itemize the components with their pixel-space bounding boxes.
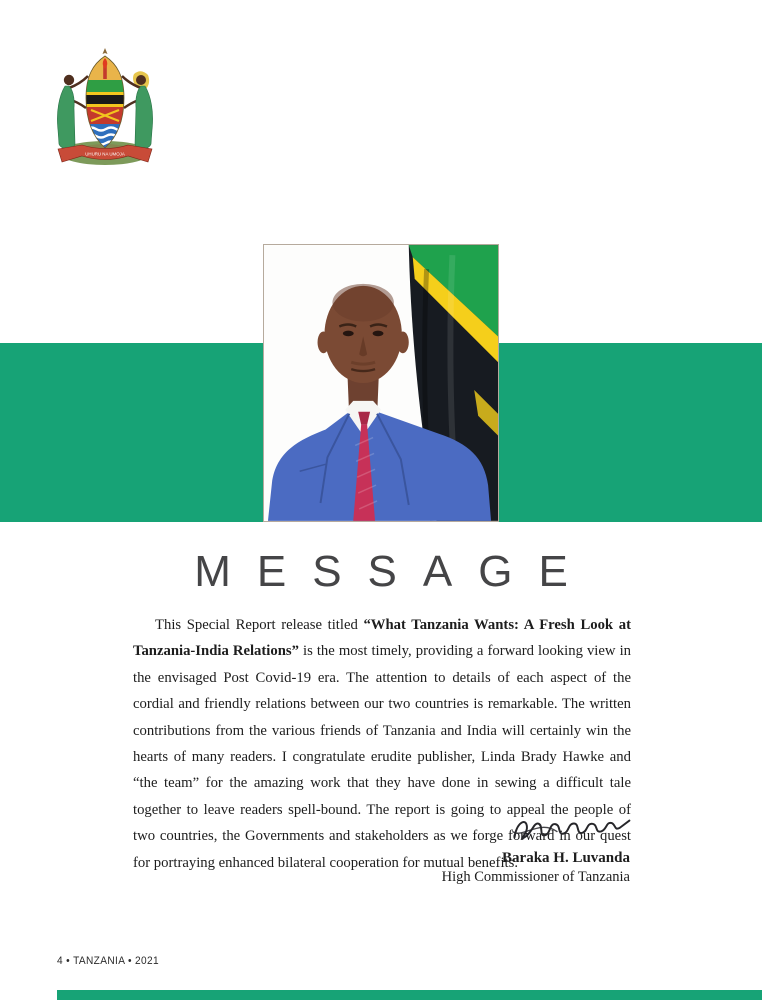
signature-scribble [504, 804, 635, 853]
emblem-spear-tip [103, 48, 108, 54]
signatory-block [300, 849, 630, 887]
emblem-supporter-right [122, 71, 153, 149]
emblem-supporter-left [57, 75, 88, 149]
portrait-illustration [264, 245, 498, 521]
bottom-green-bar [57, 990, 762, 1000]
eye-right [373, 331, 384, 337]
paragraph-rest: is the most timely, providing a forward looking view in the envisaged Post Covid-19 era. The attention to details of each aspect of the cordial and friendly relations between our two countries is remarkable. The written contributions from the various friends of Tanzania and India will certainly win the hearts of many readers. I congratulate erudite publisher, Linda Brady Hawke and “the team” for the amazing work that they have done in sewing a difficult tale together to leave readers spell-bound. The report is going to appeal the people of two countries, the Governments and stakeholders as we forge forward in our quest for portraying enhanced bilateral cooperation for mutual benefits. [133, 643, 631, 871]
page-footer: 4 • TANZANIA • 2021 [57, 955, 160, 967]
emblem-motto-text: UHURU NA UMOJA [85, 151, 125, 157]
report-title-bold: “What Tanzania Wants: A Fresh Look at Tanzania-India Relations” [133, 617, 631, 660]
high-commissioner-photo [263, 244, 499, 522]
signatory-name: Baraka H. Luvanda [502, 850, 630, 866]
signatory-title: High Commissioner of Tanzania [441, 869, 630, 885]
eye-left [343, 331, 354, 337]
paragraph-intro: This Special Report release titled [155, 617, 364, 633]
page-title: MESSAGE [194, 547, 594, 596]
tanzania-coat-of-arms [44, 46, 166, 176]
